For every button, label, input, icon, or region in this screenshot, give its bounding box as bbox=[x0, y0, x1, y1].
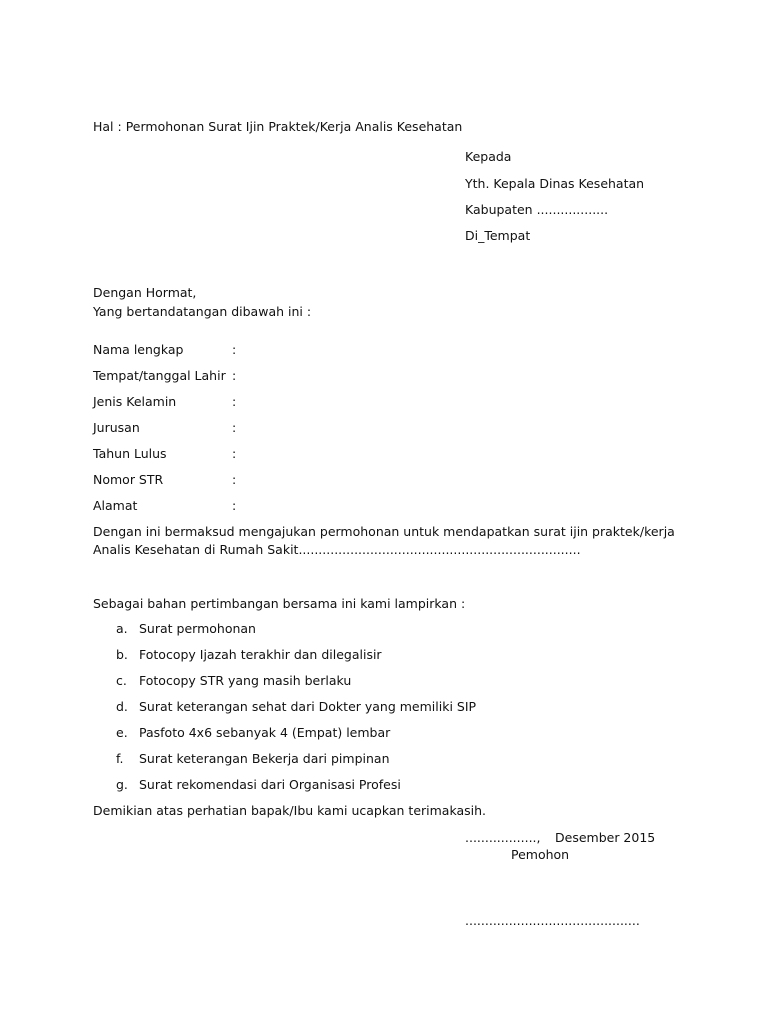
recipient-line-kepada: Kepada bbox=[465, 149, 512, 164]
field-label-kelamin: Jenis Kelamin bbox=[93, 394, 177, 409]
field-colon: : bbox=[232, 446, 237, 461]
list-item-marker: f. bbox=[116, 751, 124, 766]
field-colon: : bbox=[232, 420, 237, 435]
list-item-marker: a. bbox=[116, 621, 128, 636]
field-colon: : bbox=[232, 342, 237, 357]
field-label-tahun-lulus: Tahun Lulus bbox=[93, 446, 167, 461]
list-item: Fotocopy Ijazah terakhir dan dilegalisir bbox=[139, 647, 382, 662]
list-item-marker: c. bbox=[116, 673, 127, 688]
field-label-jurusan: Jurusan bbox=[93, 420, 140, 435]
list-item: Surat keterangan sehat dari Dokter yang memiliki SIP bbox=[139, 699, 477, 714]
list-item-marker: e. bbox=[116, 725, 128, 740]
field-label-nama: Nama lengkap bbox=[93, 342, 184, 357]
list-item: Surat keterangan Bekerja dari pimpinan bbox=[139, 751, 390, 766]
signature-name-line: ............................................ bbox=[465, 913, 640, 928]
salutation: Dengan Hormat, bbox=[93, 285, 197, 300]
list-item-marker: b. bbox=[116, 647, 128, 662]
field-label-alamat: Alamat bbox=[93, 498, 138, 513]
field-label-nomor-str: Nomor STR bbox=[93, 472, 164, 487]
list-item: Surat permohonan bbox=[139, 621, 256, 636]
list-item: Fotocopy STR yang masih berlaku bbox=[139, 673, 352, 688]
recipient-line-place: Di_Tempat bbox=[465, 228, 531, 243]
signature-place: .................., bbox=[465, 830, 541, 845]
list-item-marker: g. bbox=[116, 777, 128, 792]
recipient-line-regency: Kabupaten .................. bbox=[465, 202, 609, 217]
field-colon: : bbox=[232, 394, 237, 409]
recipient-line-title: Yth. Kepala Dinas Kesehatan bbox=[465, 176, 645, 191]
field-colon: : bbox=[232, 498, 237, 513]
list-item: Surat rekomendasi dari Organisasi Profesi bbox=[139, 777, 401, 792]
field-label-ttl: Tempat/tanggal Lahir bbox=[93, 368, 226, 383]
attachments-intro: Sebagai bahan pertimbangan bersama ini kami lampirkan : bbox=[93, 596, 466, 611]
closing-sentence: Demikian atas perhatian bapak/Ibu kami ucapkan terimakasih. bbox=[93, 803, 487, 818]
signature-date: Desember 2015 bbox=[555, 830, 656, 845]
list-item-marker: d. bbox=[116, 699, 128, 714]
list-item: Pasfoto 4x6 sebanyak 4 (Empat) lembar bbox=[139, 725, 391, 740]
field-colon: : bbox=[232, 368, 237, 383]
request-paragraph: Dengan ini bermaksud mengajukan permohonan untuk mendapatkan surat ijin praktek/kerja Analis Kesehatan di Rumah Sakit....................................................................... bbox=[93, 524, 675, 557]
field-colon: : bbox=[232, 472, 237, 487]
letter-subject: Hal : Permohonan Surat Ijin Praktek/Kerja Analis Kesehatan bbox=[93, 119, 463, 134]
intro-text: Yang bertandatangan dibawah ini : bbox=[93, 304, 312, 319]
signature-role: Pemohon bbox=[511, 847, 570, 862]
